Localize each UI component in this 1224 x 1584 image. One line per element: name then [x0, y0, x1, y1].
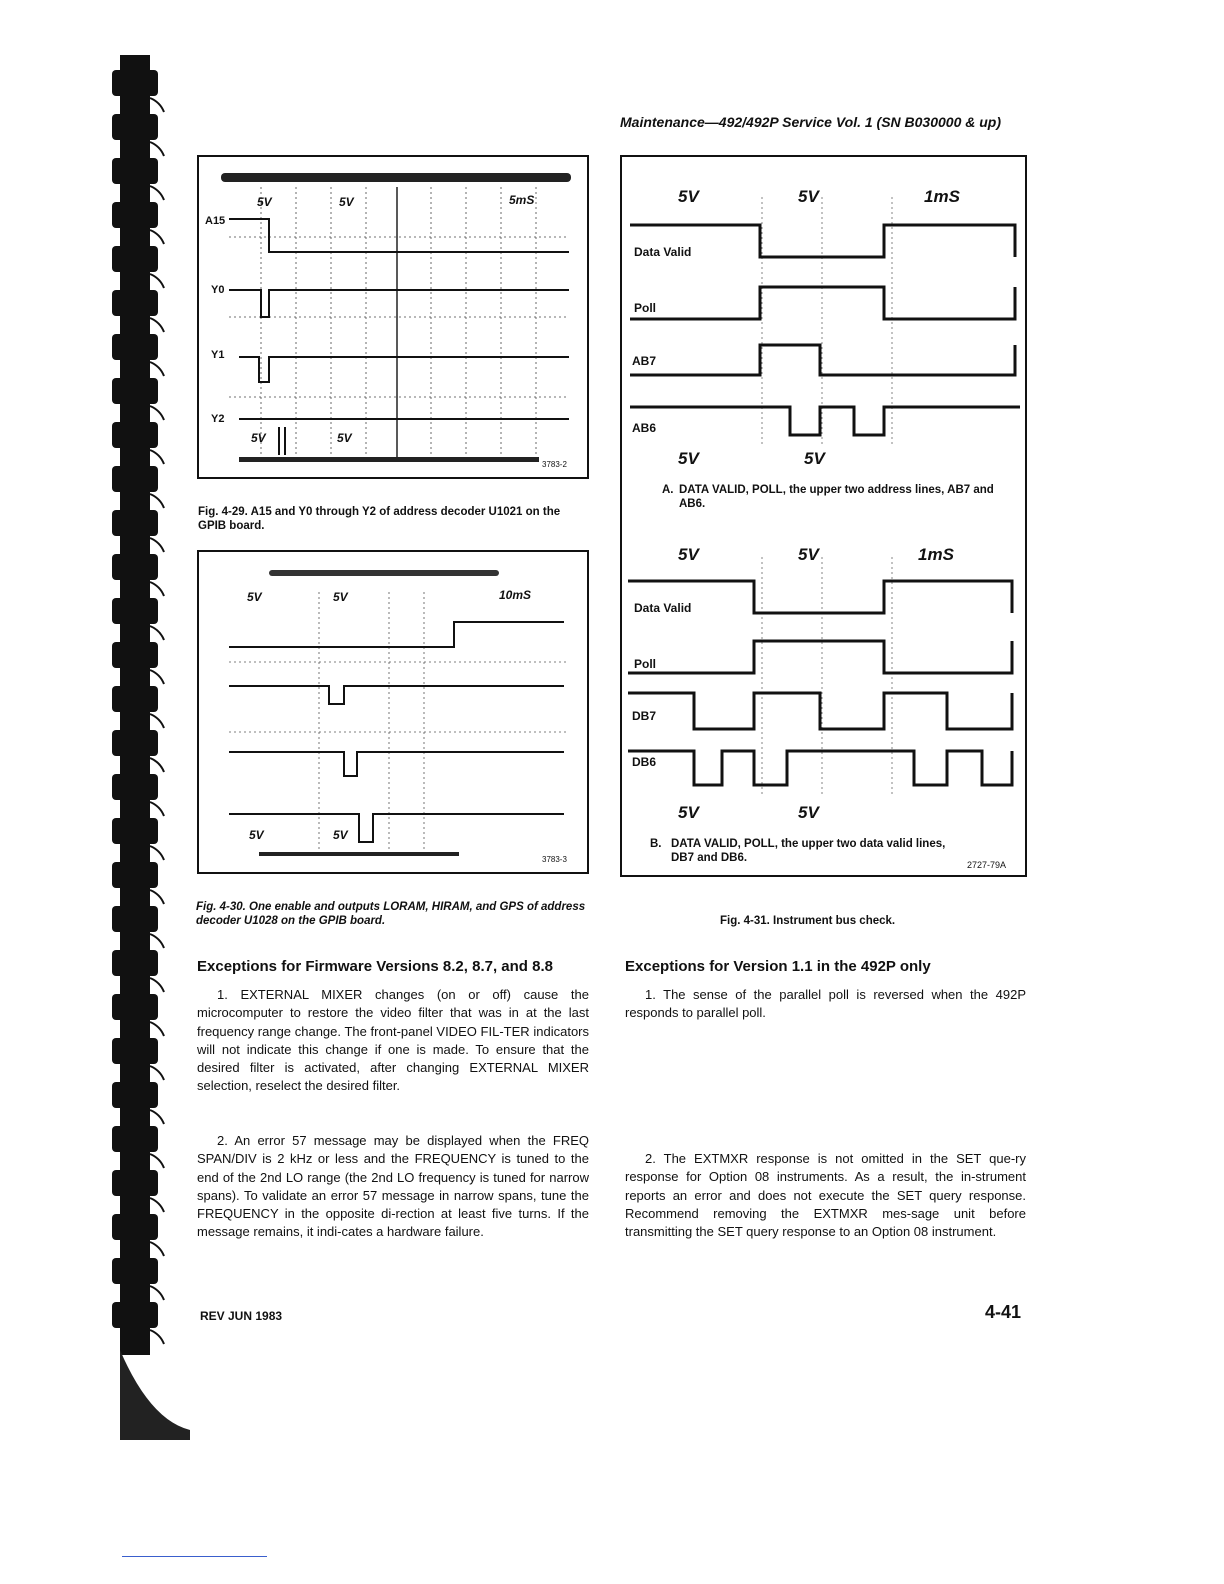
fig31b-trace-poll: Poll	[634, 657, 657, 671]
fig30-label-v4: 5V	[333, 828, 348, 842]
fig29-label-v2: 5V	[339, 195, 354, 209]
fig31b-caption: DATA VALID, POLL, the upper two data valid lines, DB7 and DB6.	[671, 838, 946, 864]
right-paragraph-2-block	[625, 1150, 1026, 1241]
fig29-label-v4: 5V	[337, 431, 352, 445]
right-paragraph-1-block	[625, 986, 1026, 1023]
fig31a-trace-ab6: AB6	[632, 421, 657, 435]
fig29-trace-y2: Y2	[211, 413, 225, 425]
fig31a-label-v4: 5V	[804, 449, 825, 468]
page-number: 4-41	[985, 1302, 1022, 1322]
fig31a-label-v3: 5V	[678, 449, 699, 468]
fig31a-label-time: 1mS	[924, 187, 960, 206]
fig31-photo-id: 2727-79A	[967, 860, 1007, 870]
fig31-caption: Fig. 4-31. Instrument bus check.	[720, 915, 896, 927]
fig30-caption: Fig. 4-30. One enable and outputs LORAM, HIRAM, and GPS of address decoder U1028 on the GPIB board.	[196, 901, 586, 927]
page-header: Maintenance—492/492P Service Vol. 1 (SN B030000 & up)	[620, 114, 1002, 130]
fig31b-label-time: 1mS	[918, 545, 954, 564]
right-paragraph-1: 1. The sense of the parallel poll is reversed when the 492P responds to parallel poll.	[625, 987, 1026, 1021]
fig31b-label-v3: 5V	[678, 803, 699, 822]
left-paragraph-2: 2. An error 57 message may be displayed when the FREQ SPAN/DIV is 2 kHz or less and the FREQUENCY is tuned to the end of the 2nd LO range (the 2nd LO frequency is tuned for narrow spans). To validate an error 57 message in narrow spans, tune the FREQUENCY in the opposite di-rection at least five turns. If the message remains, it indi-cates a hardware failure.	[197, 1133, 589, 1240]
fig29-trace-a15: A15	[205, 215, 226, 227]
right-paragraph-2: 2. The EXTMXR response is not omitted in the SET que-ry response for Option 08 instruments. As a result, the in-strument reports an error and does not execute the SET query response. Recommend removing the EXTMXR mes-sage unit before transmitting the SET query response to an Option 08 instrument.	[625, 1151, 1026, 1240]
bottom-rule	[122, 1556, 267, 1557]
fig31a-caption-letter: A.	[662, 484, 674, 496]
fig30-scope-photo	[197, 550, 589, 874]
left-paragraph-1-block	[197, 986, 589, 1096]
fig31a-trace-poll: Poll	[634, 301, 657, 315]
left-paragraph-2-block	[197, 1132, 589, 1242]
fig30-label-time: 10mS	[499, 588, 532, 602]
fig30-photo-id: 3783-3	[542, 855, 567, 864]
fig31b-label-v4: 5V	[798, 803, 819, 822]
fig31a-caption: DATA VALID, POLL, the upper two address lines, AB7 and AB6.	[679, 484, 994, 510]
fig30-label-v3: 5V	[249, 828, 264, 842]
fig31b-caption-letter: B.	[650, 838, 662, 850]
fig31-scope-photo	[620, 155, 1027, 877]
revision-date: REV JUN 1983	[200, 1309, 283, 1323]
fig31b-trace-db7: DB7	[632, 709, 657, 723]
fig29-trace-y0: Y0	[211, 284, 225, 296]
fig29-label-time: 5mS	[509, 193, 535, 207]
fig29-caption: Fig. 4-29. A15 and Y0 through Y2 of address decoder U1021 on the GPIB board.	[198, 506, 561, 532]
fig29-label-v1: 5V	[257, 195, 272, 209]
fig31a-trace-datavalid: Data Valid	[634, 245, 692, 259]
fig30-label-v2: 5V	[333, 590, 348, 604]
fig31b-label-v1: 5V	[678, 545, 699, 564]
fig31a-label-v2: 5V	[798, 187, 819, 206]
left-paragraph-1: 1. EXTERNAL MIXER changes (on or off) cause the microcomputer to restore the video filter that was in at the last frequency range change. The front-panel VIDEO FIL-TER indicators will not indicate this change if one is made. To ensure that the desired filter is activated, after changing EXTERNAL MIXER selection, reselect the desired filter.	[197, 987, 589, 1094]
fig31b-label-v2: 5V	[798, 545, 819, 564]
spiral-binding	[0, 0, 205, 1584]
left-heading: Exceptions for Firmware Versions 8.2, 8.7, and 8.8	[197, 958, 553, 975]
fig29-photo-id: 3783-2	[542, 460, 567, 469]
fig30-label-v1: 5V	[247, 590, 262, 604]
fig29-scope-photo	[197, 155, 589, 479]
fig31b-trace-db6: DB6	[632, 755, 657, 769]
fig31a-label-v1: 5V	[678, 187, 699, 206]
fig31a-trace-ab7: AB7	[632, 354, 657, 368]
right-heading: Exceptions for Version 1.1 in the 492P only	[625, 958, 931, 975]
fig31b-trace-datavalid: Data Valid	[634, 601, 692, 615]
fig29-trace-y1: Y1	[211, 349, 225, 361]
fig29-label-v3: 5V	[251, 431, 266, 445]
